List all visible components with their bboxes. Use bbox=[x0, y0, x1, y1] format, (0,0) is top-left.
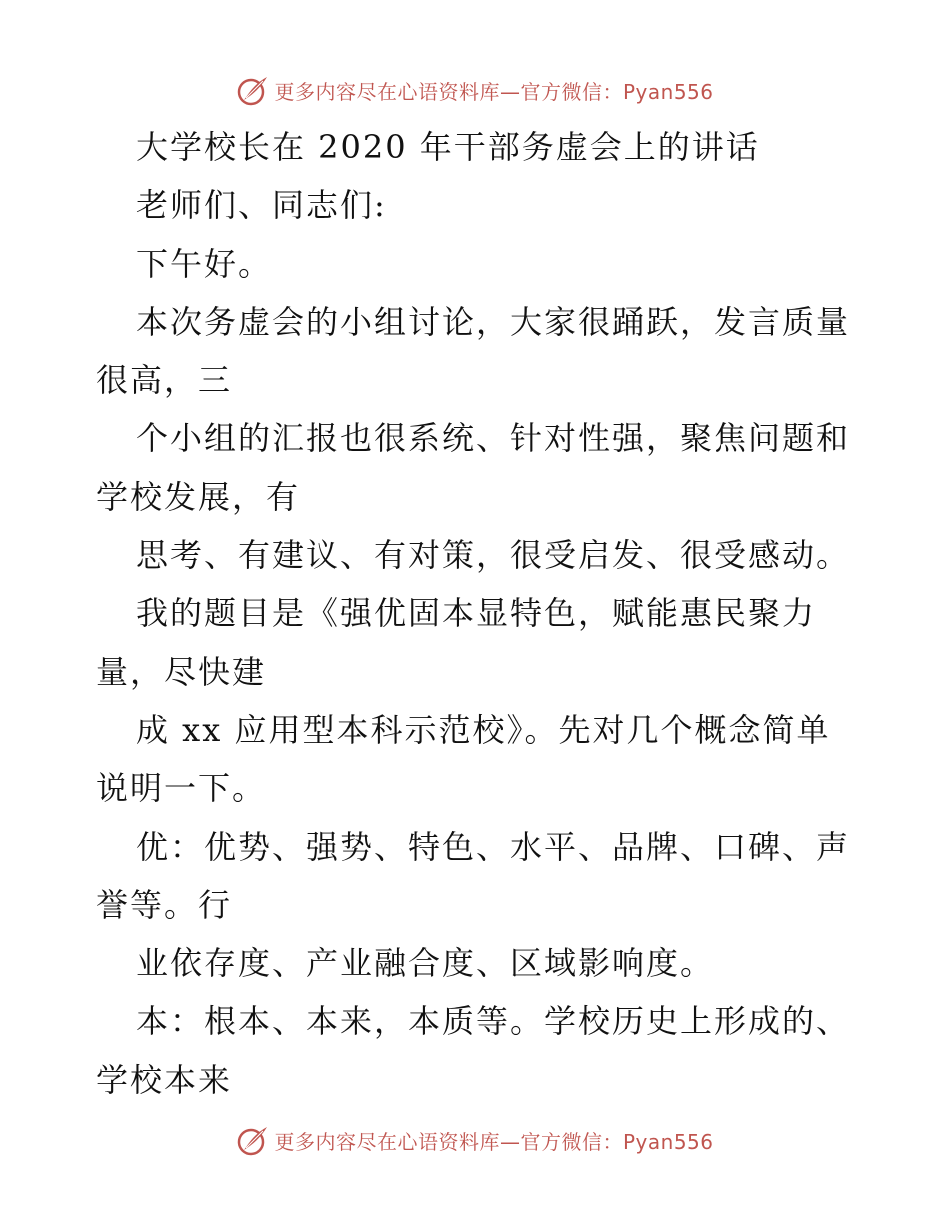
text-line: 个小组的汇报也很系统、针对性强，聚焦问题和 bbox=[136, 419, 851, 458]
document-body bbox=[96, 118, 856, 1109]
feather-pen-logo-icon bbox=[236, 1123, 270, 1157]
text-line: 量，尽快建 bbox=[96, 652, 267, 691]
footer-watermark bbox=[0, 1120, 950, 1160]
text-line: 思考、有建议、有对策，很受启发、很受感动。 bbox=[136, 536, 851, 575]
watermark-wechat-id: Pyan556 bbox=[622, 1129, 714, 1154]
watermark-text: 更多内容尽在心语资料库—官方微信：Pyan556 bbox=[274, 79, 714, 104]
text-line: 本次务虚会的小组讨论，大家很踊跃，发言质量 bbox=[136, 302, 851, 341]
watermark-wechat-id: Pyan556 bbox=[622, 79, 714, 104]
text-line: 誉等。行 bbox=[96, 885, 233, 924]
text-line: 我的题目是《强优固本显特色，赋能惠民聚力 bbox=[136, 594, 817, 633]
text-line: 本：根本、本来，本质等。学校历史上形成的、 bbox=[136, 1002, 851, 1041]
text-line: 很高，三 bbox=[96, 361, 233, 400]
watermark-text: 更多内容尽在心语资料库—官方微信：Pyan556 bbox=[274, 1129, 714, 1154]
header-watermark bbox=[0, 70, 950, 110]
text-line: 说明一下。 bbox=[96, 769, 267, 808]
text-line: 学校发展，有 bbox=[96, 477, 301, 516]
text-line: 优：优势、强势、特色、水平、品牌、口碑、声 bbox=[136, 827, 851, 866]
text-line: 业依存度、产业融合度、区域影响度。 bbox=[136, 944, 715, 983]
text-line: 老师们、同志们: bbox=[136, 186, 387, 225]
text-line: 学校本来 bbox=[96, 1060, 233, 1099]
feather-pen-logo-icon bbox=[236, 73, 270, 107]
text-line: 成 xx 应用型本科示范校》。先对几个概念简单 bbox=[136, 710, 831, 749]
text-line: 下午好。 bbox=[136, 244, 273, 283]
document-title: 大学校长在 2020 年干部务虚会上的讲话 bbox=[136, 128, 760, 166]
